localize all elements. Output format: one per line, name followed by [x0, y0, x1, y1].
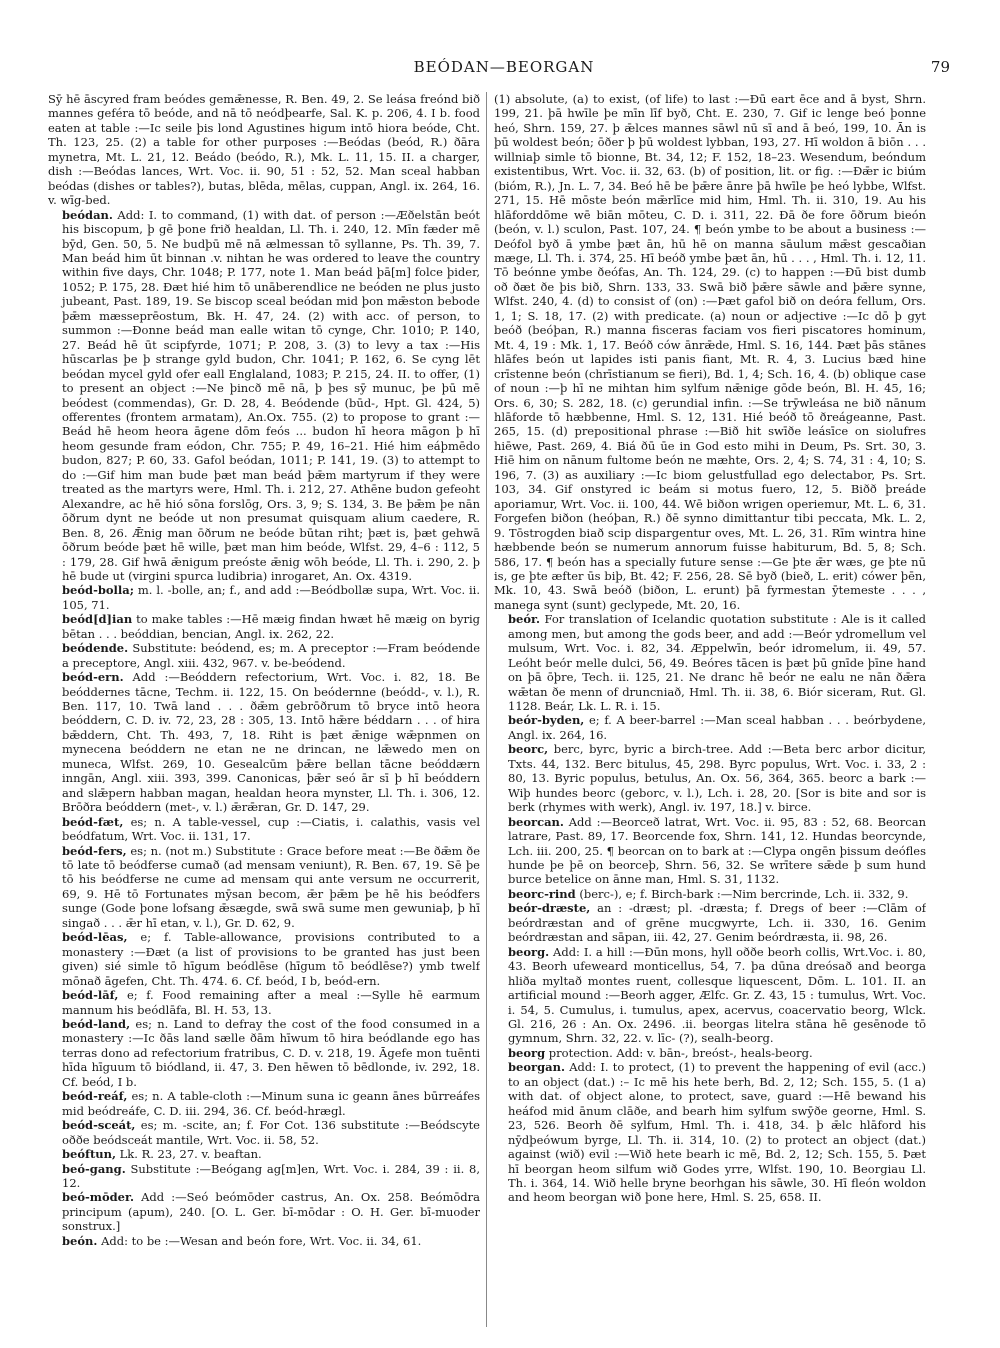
entry-text: Add: I. to protect, (1) to prevent the happening of evil (acc.) to an object (dat.) :– Ic mē his hete berh, Bd. 2, 12; Sch. 155, 5. (1 a) with dat. of object alone, to protect, save, guard :—Hē bewand his heáfod mid ānum clāðe, and bearh him sylfum swȳðe georne, Hml. S. 23, 526. Beorh ðē sylfum, Hml. Th. i. 418, 34. þ ǣlc hlāford his nȳdþeówum byrge, Ll. Th. ii. 314, 10. (2) to protect an object (dat.) against (wið) evil :—Wið hete bearh ic mē, Bd. 2, 12; Sch. 155, 5. Þæt hī beorgan heom silfum wið Godes yrre, Wlfst. 190, 10. Beorgiau Ll. Th. i. 364, 14. Wið helle bryne beorhgan his sāwle, 30. Hī fleón woldon and heom beorgan wið þone here, Hml. S. 25, 658. II. [508, 1060, 926, 1205]
dictionary-entry [48, 92, 480, 208]
entry-headword: beór-dræste, [508, 901, 591, 916]
entry-headword: beó-gang. [62, 1161, 126, 1176]
entry-headword: beódan. [62, 207, 113, 222]
dictionary-entry [494, 945, 926, 1046]
entry-text: es; n. (not m.) Substitute : Grace before meat :—Be ðǣm ðe tō late tō beódferse cumað (ad mensam veniunt), R. Ben. 67, 19. Sē þe tō his beódferse ne cume ad mensam qui ante versum ne occurrerit, 69, 9. Hē tō Fortunates mȳsan becom, ǣr þǣm þe hē his beódfers sunge (Gode þone lofsang ǣsægde, swā swā sume men gewuniaþ, þ hī singað . . . ǣr hī etan, v. l.), Gr. D. 62, 9. [62, 843, 480, 930]
dictionary-entry [48, 1162, 480, 1191]
entry-text: e; f. A beer-barrel :—Man sceal habban . . . beórbydene, Angl. ix. 264, 16. [508, 713, 926, 742]
dictionary-entry [494, 1046, 926, 1060]
entry-headword: beorc-rind [508, 886, 576, 901]
entry-text: Add: I. a hill :—Ðūn mons, hyll oððe beorh collis, Wrt.Voc. i. 80, 43. Beorh ufeweard monticellus, 54, 7. þa dūna dreósað and beorga hliða myltað montes ruent, collesque liquescent, Dōm. L. 101. II. an artificial mound :—Beorh agger, Ælfc. Gr. Z. 43, 15 : tumulus, Wrt. Voc. i. 54, 5. Cumulus, i. tumulus, apex, acervus, coacervatio beorg, Wlck. Gl. 216, 26 : An. Ox. 2496. .ii. beorgas litelra stāna hē gesēnode tō gymnum, Shrn. 32, 22. v. līc- (?), sealh-beorg. [508, 944, 926, 1046]
entry-text: Substitute :—Beógang ag[m]en, Wrt. Voc. i. 284, 39 : ii. 8, 12. [62, 1161, 480, 1190]
dictionary-entry [48, 815, 480, 844]
dictionary-entry [494, 742, 926, 814]
running-title: BEÓDAN—BEORGAN [413, 58, 595, 76]
entry-text: protection. Add: v. bān-, breóst-, heals-beorg. [548, 1045, 813, 1060]
dictionary-entry [494, 887, 926, 901]
dictionary-entry [494, 815, 926, 887]
left-column [48, 92, 480, 1332]
entry-text: es; m. -scite, an; f. For Cot. 136 substitute :—Beódscyte oððe beódsceát mantile, Wrt. Voc. ii. 58, 52. [62, 1118, 480, 1147]
entry-text: e; f. Table-allowance, provisions contributed to a monastery :—Ðæt (a list of provisions to be granted has just been given) sié simle tō hīgum beódlēse (hīgum tō beódlēse?) ymb twelf mōnað āgefen, Cht. Th. 474. 6. Cf. beód, I b, beód-ern. [62, 930, 480, 988]
entry-text: Add :—Beorceð latrat, Wrt. Voc. ii. 95, 83 : 52, 68. Beorcan latrare, Past. 89, 17. Beorcende fox, Shrn. 141, 12. Hundas beorcynde, Lch. iii. 200, 25. ¶ beorcan on to bark at :—Clypa ongēn þissum deófles hunde þe þē on beorceþ, Shrn. 56, 32. Se wrītere sǣde þ sum hund burce betelice on ānne man, Hml. S. 31, 1132. [508, 814, 926, 887]
dictionary-entry [48, 1118, 480, 1147]
entry-text: For translation of Icelandic quotation substitute : Ale is it called among men, but among the gods beer, and add :—Beór ydromellum vel mulsum, Wrt. Voc. i. 82, 34. Æppelwīn, beór idromelum, ii. 49, 57. Leóht beór melle dulci, 56, 49. Beóres tācen is þæt þū gnīde þīne hand on þā ōþre, Tech. ii. 125, 21. Ne dranc hē beór ne ealu ne nān ðǣra wǣtan ðe menn of druncniað, Hml. Th. ii. 38, 6. Biór siceram, Rut. Gl. 1128. Beár, Lk. L. R. i. 15. [508, 612, 926, 714]
entry-headword: beód-reáf, [62, 1089, 128, 1104]
dictionary-entry [48, 1234, 480, 1248]
dictionary-entry [48, 1017, 480, 1089]
entry-text: (berc-), e; f. Birch-bark :—Nim bercrinde, Lch. ii. 332, 9. [579, 886, 909, 901]
entry-headword: beód-fæt, [62, 814, 124, 829]
entry-headword: beód-fers, [62, 843, 127, 858]
entry-text: berc, byrc, byric a birch-tree. Add :—Beta berc arbor dicitur, Txts. 44, 132. Berc bitulus, 45, 298. Byrc populus, Wrt. Voc. i. 33, 2 : 80, 13. Byric populus, betulus, An. Ox. 56, 364, 365. beorc a bark :—Wiþ hundes beorc (geborc, v. l.), Lch. i. 28, 20. [Sor is bite and sor is berk (rhymes with werk), Angl. iv. 197, 18.] v. birce. [508, 742, 926, 815]
entry-headword: beódende. [62, 641, 129, 656]
entry-headword: beór-byden, [508, 713, 585, 728]
entry-headword: beorg. [508, 944, 550, 959]
dictionary-entry [494, 901, 926, 944]
entry-text: Substitute: beódend, es; m. A preceptor :—Fram beódende a preceptore, Angl. xiii. 432, 967. v. be-beódend. [62, 641, 480, 670]
entry-headword: beór. [508, 612, 541, 627]
dictionary-entry [48, 612, 480, 641]
dictionary-entry [48, 641, 480, 670]
right-column [494, 92, 926, 1332]
entry-headword: beód-bolla; [62, 583, 134, 598]
entry-text: Sȳ hē āscyred fram beódes gemǣnesse, R. Ben. 49, 2. Se leása freónd bið mannes geféra tō beóde, and nā tō neódþearfe, Sal. K. p. 206, 4. I b. food eaten at table :—Ic seile þis lond Agustines higum intō hiora beóde, Cht. Th. 123, 25. (2) a table for other purposes :—Beódas (beód, R.) ðāra mynetra, Mt. L. 21, 12. Beádo (beódo, R.), Mk. L. 11, 15. II. a charger, dish :—Beódas lances, Wrt. Voc. ii. 90, 51 : 52, 52. Man sceal habban beódas (dishes or tables?), butas, blēda, mēlas, cuppan, Angl. ix. 264, 16. v. wīg-bed. [48, 92, 480, 208]
entry-headword: beód-lēas, [62, 930, 128, 945]
dictionary-entry [48, 930, 480, 988]
page-header [58, 58, 950, 84]
entry-headword: beód-ern. [62, 670, 124, 685]
dictionary-entry [48, 988, 480, 1017]
entry-text: es; n. A table-cloth :—Minum suna ic geann ānes būrreáfes mid beódreáfe, C. D. iii. 294, 36. Cf. beód-hrægl. [62, 1089, 480, 1118]
entry-text: an : -dræst; pl. -dræsta; f. Dregs of beer :—Clām of beórdræstan and of grēne mucgwyrte, Lch. ii. 330, 16. Genim beórdræstan and sāpan, iii. 42, 27. Genim beórdræsta, ii. 98, 26. [508, 901, 926, 945]
entry-headword: beód[d]ian [62, 612, 133, 627]
entry-headword: beód-sceát, [62, 1118, 136, 1133]
entry-text: e; f. Food remaining after a meal :—Sylle hē earmum mannum his beódlāfa, Bl. H. 53, 13. [62, 988, 480, 1017]
entry-text: Add: I. to command, (1) with dat. of person :—Æðelstān beót his biscopum, þ gē þone frið healdan, Ll. Th. i. 240, 12. Mīn fæder mē bȳd, Gen. 50, 5. Ne budþū mē nā ælmessan tō syllanne, Ps. Th. 39, 7. Man beád him ūt binnan .v. nihtan he was ordered to leave the country within five days, Chr. 1048; P. 177, note 1. Man beád þā[m] folce þider, 1052; P. 175, 28. Ðæt hié him tō unāberendlice ne beóden ne plus justo jubeant, Past. 189, 19. Se biscop sceal beódan mid þon mǣston bebode þǣm mæsseprēostum, Bk. H. 47, 24. (2) with acc. of person, to summon :—Ðonne beád man ealle witan tō cynge, Chr. 1010; P. 140, 27. Beád hē ūt scipfyrde, 1071; P. 208, 3. (3) to levy a tax :—His hūscarlas þe þ strange gyld budon, Chr. 1041; P. 162, 6. Se cyng lēt beódan mycel gyld ofer eall Englaland, 1083; P. 215, 24. II. to offer, (1) to present an object :—Ne þincð mē nā, þ þes sȳ munuc, þe þū mē beódest (commendas), Gr. D. 28, 4. Beódende (būd-, Hpt. Gl. 424, 5) offerentes (frontem armatam), An.Ox. 755. (2) to propose to grant :—Beád hē heom heora āgene dōm feós ... budon hī heora māgon þ hī heom gesunde fram eódon, Chr. 755; P. 49, 16–21. Hié him eáþmēdo budon, 827; P. 60, 33. Gafol beódan, 1011; P. 141, 19. (3) to attempt to do :—Gif him man bude þæt man beád þǣm martyrum if they were treated as the martyrs were, Hml. Th. i. 212, 27. Athēne budon gefeoht Alexandre, ac hē hió sōna forslōg, Ors. 3, 9; S. 134, 3. Be þǣm þe nān ōðrum dynt ne beóde ut non presumat quisquam alium caedere, R. Ben. 8, 26. Ǣnig man ōðrum ne beóde būtan riht; þæt is, þæt gehwā ōðrum beóde þæt hē wille, þæt man him beóde, Wlfst. 29, 4–6 : 112, 5 : 179, 28. Gif hwā ǣnigum preóste ǣnig wōh beóde, Ll. Th. i. 290, 2. þ hē bude ut (virgini spurca ludibria) inrogaret, An. Ox. 4319. [62, 207, 480, 583]
dictionary-entry [494, 612, 926, 713]
entry-text: (1) absolute, (a) to exist, (of life) to last :—Ðū eart ēce and ā byst, Shrn. 199, 21. þā hwīle þe mīn līf byð, Cht. E. 230, 7. Gif ic lenge beó þonne heó, Shrn. 159, 27. þ ǣlces mannes sāwl nū sī and ā beó, 199, 10. Ān is þū woldest beón; ōðer þ þū woldest lybban, 193, 27. Hī woldon ā biōn . . . willniaþ simle tō bionne, Bt. 34, 12; F. 152, 18–23. Wesendum, beóndum existentibus, Wrt. Voc. ii. 32, 63. (b) of position, lit. or fig. :—Ðǣr ic biúm (bióm, R.), Jn. L. 7, 34. Beó hē be þǣre ānre þā hwīle þe heó lybbe, Wlfst. 271, 15. Hē mōste beón mǣrlīce mid him, Hml. Th. ii. 310, 19. Au his hlāforddōme wē biān mōteu, C. D. i. 311, 22. Ðā ðe fore ōðrum bieón (beón, v. l.) sculon, Past. 107, 24. ¶ beón ymbe to be about a business :—Deófol byð ā ymbe þæt ān, hū hē on manna sāulum mǣst gescaðian mæge, Ll. Th. i. 374, 25. Hī beóð ymbe þæt ān, hū . . . , Hml. Th. i. 12, 11. Tō beónne ymbe ðeófas, An. Th. 124, 29. (c) to happen :—Ðū bist dumb oð ðæt ðe þis bið, Shrn. 133, 33. Swā bið þǣre sāwle and þǣre synne, Wlfst. 240, 4. (d) to consist of (on) :—Þæt gafol bið on deóra fellum, Ors. 1, 1; S. 18, 17. (2) with predicate. (a) noun or adjective :—Ic dō þ gyt beóð (beóþan, R.) manna fisceras faciam vos fieri piscatores hominum, Mt. 4, 19 : Mk. 1, 17. Beóð ców ānrǣde, Hml. S. 16, 144. Þæt þās stānes hlāfes beón ut lapides isti panis fiant, Mt. R. 4, 3. Lucius bæd hine crīstenne beón (chrīstianum se fieri), Bd. 1, 4; Sch. 16, 4. (b) oblique case of noun :—þ hī ne mihtan him sylfum nǣnige gōde beón, Bl. H. 45, 16; Ors. 6, 30; S. 282, 18. (c) gerundial infin. :—Se trȳwleása ne bið nānum hlāforde tō hæbbenne, Hml. S. 12, 131. Hié beóð tō ðreágeanne, Past. 265, 15. (d) prepositional phrase :—Bið hit swīðe leásīce on siolufres hiēwe, Past. 269, 4. Biá ðū ūe in God esto mihi in Deum, Ps. Srt. 30, 3. Hiē him on nānum fultome beón ne mæhte, Ors. 2, 4; S. 74, 31 : 4, 10; S. 196, 7. (3) as auxiliary :—Ic biom gelustfullad ego delectabor, Ps. Srt. 103, 34. Gif onstyred ic beám si motus fuero, 12, 5. Biðð þreáde aporiamur, Wrt. Voc. ii. 100, 44. Wē biðon wrigen operiemur, Mt. L. 6, 31. Forgefen biðon (heóþan, R.) ðē synno dimittantur tibi peccata, Mk. L. 2, 9. Tōstrogden biað scip dispargentur oves, Mt. L. 26, 31. Rīm wintra hine hæbbende beón se numerum annorum fuisse habiturum, Bd. 5, 8; Sch. 586, 17. ¶ beón has a specially future sense :—Ge þte ǣr wæs, ge þte nū is, ge þte æfter ūs biþ, Bt. 42; F. 256, 28. Sē byð (bieð, L. erit) cówer þēn, Mk. 10, 43. Swā beóð (biðon, L. erunt) þā fyrmestan ȳtemeste . . . , manega synt (sunt) geclypede, Mt. 20, 16. [494, 92, 926, 612]
entry-headword: beód-lāf, [62, 988, 119, 1003]
entry-text: Add :—Beóddern refectorium, Wrt. Voc. i. 82, 18. Be beóddernes tācne, Techm. ii. 122, 15. On beódernne (beódd-, v. l.), R. Ben. 117, 10. Twā land . . . ðǣm gebrōðrum tō bryce intō heora beóddern, C. D. iv. 72, 23, 28 : 305, 13. Intō hǣre béddarn . . . of hira bǣddern, Cht. Th. 493, 7, 18. Riht is þæt ǣnige wǣpnmen on mynecena beóddern ne etan ne ne drincan, ne lǣwedo men on muneca, Wlfst. 269, 10. Gesealcūm þǣre bellan tācne beóddærn inngān, Angl. xiii. 393, 399. Canonicas, þǣr seó ār sī þ hī beóddern and slǣpern habban magan, healdan heora mynster, Ll. Th. i. 306, 12. Brōðra beóddern (met-, v. l.) ǣrǣran, Gr. D. 147, 29. [62, 670, 480, 815]
entry-text: es; n. A table-vessel, cup :—Ciatis, i. calathis, vasis vel beódfatum, Wrt. Voc. ii. 131, 17. [62, 814, 480, 844]
dictionary-entry [494, 1060, 926, 1205]
entry-text: Lk. R. 23, 27. v. beaftan. [119, 1147, 262, 1162]
entry-headword: beód-land, [62, 1017, 131, 1031]
entry-text: to make tables :—Hē mæig findan hwæt hē mæig on byrig bētan . . . beóddian, bencian, Angl. ix. 262, 22. [62, 612, 480, 641]
entry-headword: beóftun, [62, 1147, 117, 1162]
page-number: 79 [930, 58, 950, 76]
dictionary-entry [48, 1147, 480, 1161]
dictionary-entry [494, 713, 926, 742]
dictionary-entry [48, 208, 480, 584]
entry-headword: beorgan. [508, 1060, 565, 1075]
dictionary-entry [48, 670, 480, 815]
entry-headword: beorcan. [508, 814, 564, 829]
dictionary-entry [48, 583, 480, 612]
entry-headword: beorg [508, 1045, 546, 1060]
entry-headword: beó-mōder. [62, 1190, 135, 1205]
dictionary-entry [48, 1190, 480, 1233]
entry-headword: beón. [62, 1233, 98, 1248]
column-divider [486, 92, 487, 1327]
entry-text: m. l. -bolle, an; f., and add :—Beódbollæ supa, Wrt. Voc. ii. 105, 71. [62, 583, 480, 612]
dictionary-entry [48, 1089, 480, 1118]
dictionary-entry [48, 844, 480, 931]
dictionary-entry [494, 92, 926, 612]
entry-headword: beorc, [508, 742, 549, 757]
entry-text: es; n. Land to defray the cost of the food consumed in a monastery :—Ic ðās land sælle ðām hīwum tō hira beódlande ego has terras dono ad refectorium fratribus, C. D. v. 218, 19. Āgefe mon tuēnti hīda hīguum tō biódland, ii. 47, 3. Ðen hēwen tō bēdlonde, iv. 292, 18. Cf. beód, I b. [62, 1017, 480, 1089]
entry-text: Add: to be :—Wesan and beón fore, Wrt. Voc. ii. 34, 61. [101, 1233, 422, 1248]
entry-text: Add :—Seó beómōder castrus, An. Ox. 258. Beómōdra principum (apum), 240. [O. L. Ger. bī-mōdar : O. H. Ger. bī-muoder sonstrux.] [62, 1190, 480, 1234]
